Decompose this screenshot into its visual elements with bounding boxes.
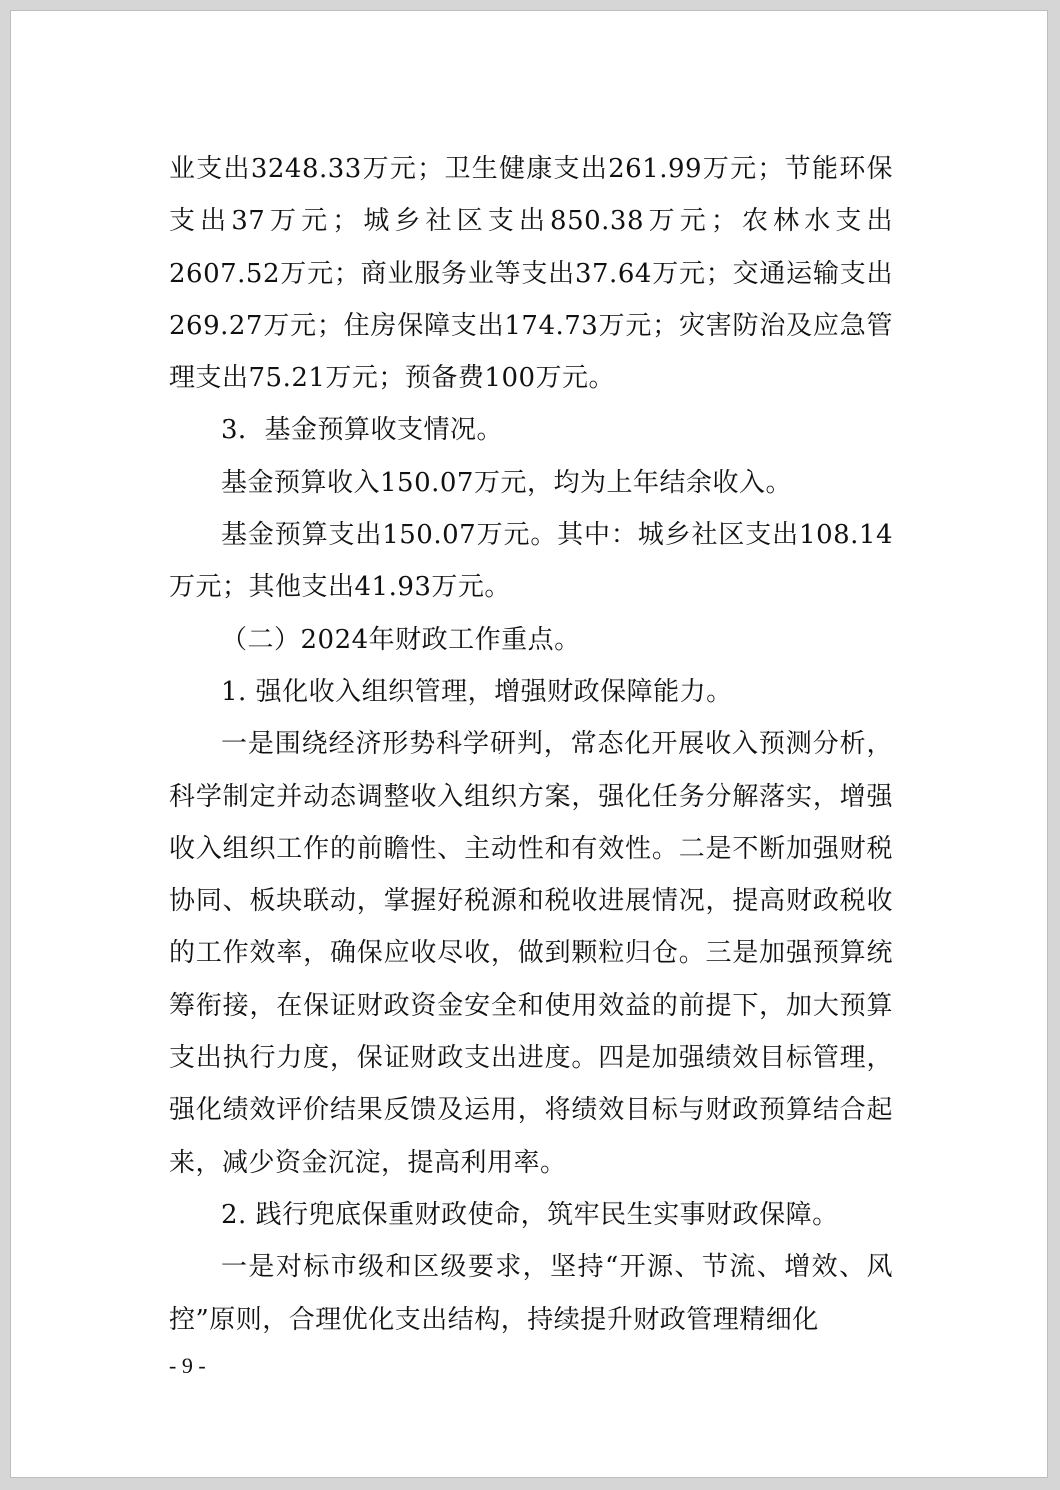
paragraph-revenue-measures: 一是围绕经济形势科学研判，常态化开展收入预测分析，科学制定并动态调整收入组织方案，强化任务分解落实，增强收入组织工作的前瞻性、主动性和有效性。二是不断加强财税协同、板块联动，掌握好税源和税收进展情况，提高财政税收的工作效率，确保应收尽收，做到颗粒归仓。三是加强预算统筹衔接，在保证财政资金安全和使用效益的前提下，加大预算支出执行力度，保证财政支出进度。四是加强绩效目标管理，强化绩效评价结果反馈及运用，将绩效目标与财政预算结合起来，减少资金沉淀，提高利用率。 <box>169 729 893 1178</box>
document-page <box>10 10 1048 1478</box>
paragraph-livelihood-measures: 一是对标市级和区级要求，坚持“开源、节流、增效、风控”原则，合理优化支出结构，持续提升财政管理精细化 <box>169 1252 893 1335</box>
page-number: - 9 - <box>169 1353 206 1378</box>
heading-revenue-management: 1. 强化收入组织管理，增强财政保障能力。 <box>221 676 733 707</box>
paragraph-fund-expenditure: 基金预算支出150.07万元。其中：城乡社区支出108.14万元；其他支出41.93万元。 <box>169 520 893 603</box>
heading-livelihood-guarantee: 2. 践行兜底保重财政使命，筑牢民生实事财政保障。 <box>221 1199 839 1230</box>
body-text <box>169 143 893 1346</box>
paragraph-expenditure-list: 业支出3248.33万元；卫生健康支出261.99万元；节能环保支出37万元；城乡社区支出850.38万元；农林水支出2607.52万元；商业服务业等支出37.64万元；交通运输支出269.27万元；住房保障支出174.73万元；灾害防治及应急管理支出75.21万元；预备费100万元。 <box>169 154 893 394</box>
heading-fund-budget: 3．基金预算收支情况。 <box>221 415 504 446</box>
heading-2024-priorities: （二）2024年财政工作重点。 <box>221 624 581 655</box>
paragraph-fund-income: 基金预算收入150.07万元，均为上年结余收入。 <box>221 467 792 498</box>
